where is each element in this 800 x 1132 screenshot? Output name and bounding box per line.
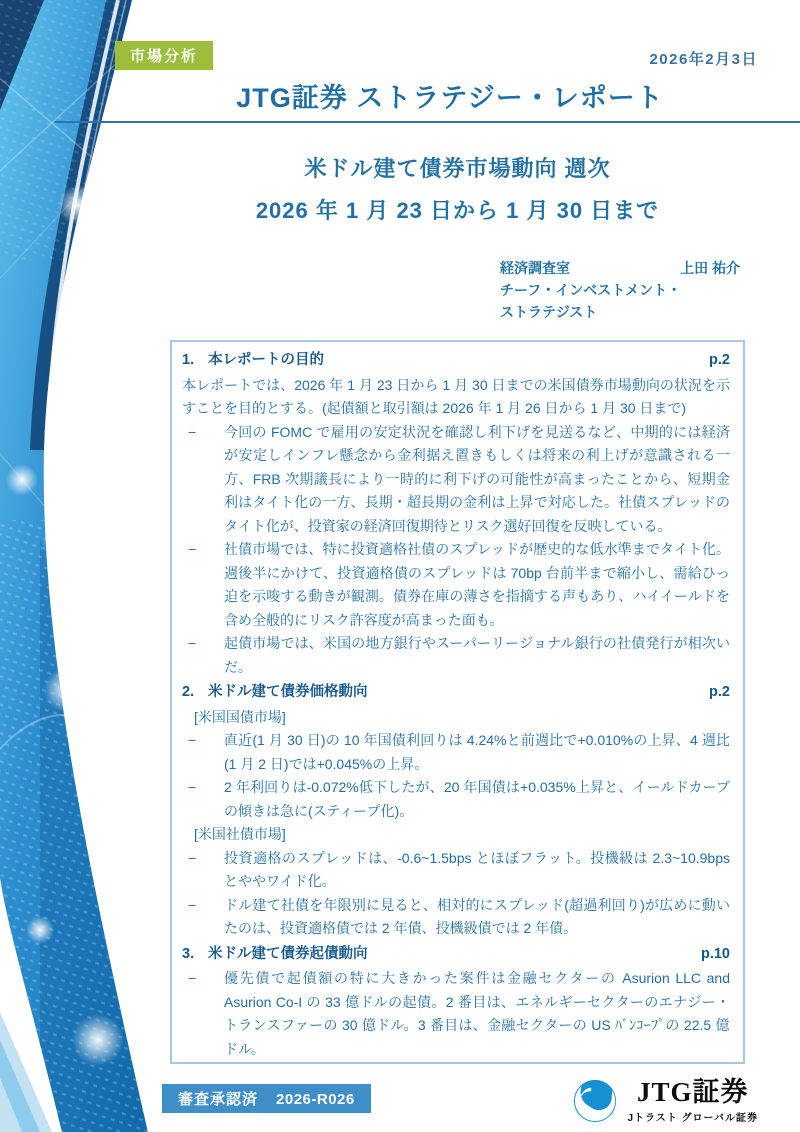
- bullet-text: 投資適格のスプレッドは、-0.6~1.5bps とほぼフラット。投機級は 2.3~10.9bps とややワイド化。: [224, 849, 730, 889]
- bullet-marker: −: [188, 970, 197, 986]
- bullet-item: [182, 1061, 730, 1064]
- bullet-item: [182, 729, 730, 776]
- bullet-marker: −: [188, 779, 197, 795]
- logo-company-name: JTG証券: [636, 1077, 749, 1107]
- section-heading: [182, 681, 730, 705]
- bullet-item: [182, 538, 730, 632]
- bullet-marker: −: [188, 896, 197, 913]
- bullet-text: 直近(1 月 30 日)の 10 年国債利回りは 4.24%と前週比で+0.010%の上昇、4 週比(1 月 2 日)では+0.045%の上昇。: [224, 732, 730, 772]
- bullet-item: [182, 421, 730, 539]
- author-role-line1: チーフ・インベストメント・: [500, 282, 682, 298]
- company-logo: [572, 1077, 758, 1124]
- approval-label: 審査承認済: [178, 1091, 259, 1108]
- bullet-marker: −: [188, 635, 197, 651]
- bullet-marker: [188, 1061, 196, 1064]
- section-heading: [182, 943, 730, 967]
- bullet-item: [182, 632, 730, 679]
- bullet-item: [182, 967, 730, 1061]
- logo-company-subname: Jトラスト グローバル証券: [627, 1113, 758, 1124]
- section-number: 3.: [182, 945, 195, 962]
- summary-box: [170, 340, 745, 1064]
- section-heading: [182, 349, 730, 373]
- bullet-item: [182, 776, 730, 823]
- header-divider: [55, 121, 800, 123]
- report-title-line2: 2026 年 1 月 23 日から 1 月 30 日まで: [255, 198, 660, 223]
- decorative-side-band: [0, 0, 160, 1132]
- bullet-text: 今回の FOMC で雇用の安定状況を確認し利下げを見送るなど、中期的には経済が安定しインフレ懸念から金利据え置きもしくは将来の利上げが意識される一方、FRB 次期議長により一時的に利下げの可能性が高まったことから、短期金利はタイト化の一方、長期・超長期の金利は上昇で対応した。社債スプレッドのタイト化が、投資家の経済回復期待とリスク選好回復を反映している。: [224, 423, 730, 534]
- bullet-text: ドル建て社債を年限別に見ると、相対的にスプレッド(超過利回り)が広めに動いたのは、投資適格債では 2 年債、投機級債では 2 年債。: [224, 896, 730, 936]
- bullet-marker: −: [188, 732, 197, 748]
- bullet-text: 2 年利回りは-0.072%低下したが、20 年国債は+0.035%上昇と、イールドカーブの傾きは急に(スティープ化)。: [224, 779, 730, 819]
- section-number: 1.: [182, 352, 195, 368]
- report-title-line1: 米ドル建て債券市場動向 週次: [304, 156, 611, 181]
- bullet-text: 起債市場では、米国の地方銀行やスーパーリージョナル銀行の社債発行が相次いだ。: [224, 635, 730, 675]
- bullet-item: [182, 894, 730, 941]
- report-date: 2026年2月3日: [649, 51, 758, 68]
- author-role-line2: ストラテジスト: [500, 304, 598, 320]
- author-department: 経済調査室: [500, 260, 570, 276]
- section-paragraph: 本レポートでは、2026 年 1 月 23 日から 1 月 30 日までの米国債券市場動向の状況を示すことを目的とする。(起債額と取引額は 2026 年 1 月 26 日から 1 月 30 日まで): [182, 376, 730, 416]
- section-title: 米ドル建て債券価格動向: [208, 684, 368, 700]
- section-page-ref: p.2: [709, 352, 730, 368]
- category-label: 市場分析: [115, 41, 213, 70]
- section-title: 米ドル建て債券起債動向: [208, 945, 368, 962]
- bullet-marker: −: [188, 541, 197, 557]
- approval-badge: [162, 1084, 371, 1113]
- section-number: 2.: [182, 684, 195, 700]
- section-page-ref: p.10: [700, 945, 730, 962]
- sub-section-label: [米国国債市場]: [194, 708, 286, 725]
- bullet-marker: −: [188, 423, 197, 440]
- author-name: 上田 祐介: [680, 260, 740, 276]
- bullet-item: [182, 847, 730, 894]
- approval-number: 2026-R026: [276, 1091, 355, 1108]
- bullet-text: 社債市場では、特に投資適格社債のスプレッドが歴史的な低水準までタイト化。週後半にかけて、投資適格債のスプレッドは 70bp 台前半まで縮小し、需給ひっ迫を示唆する動きが観測。債券在庫の薄さを指摘する声もあり、ハイイールドを含め全般的にリスク許容度が高まった面も。: [224, 541, 730, 628]
- section-title: 本レポートの目的: [208, 352, 324, 368]
- section-page-ref: p.2: [709, 684, 730, 700]
- bullet-text: 優先債で起債額の特に大きかった案件は金融セクターの Asurion LLC and Asurion Co-I の 33 億ドルの起債。2 番目は、エネルギーセクターのエナジー・トランスファーの 30 億ドル。3 番目は、金融セクターの US ﾊﾞﾝｺｰﾌﾟの 22.5 億ドル。: [224, 970, 730, 1057]
- report-title: [140, 148, 775, 232]
- sub-section-label: [米国社債市場]: [194, 826, 286, 842]
- bullet-marker: −: [188, 849, 197, 866]
- jtg-logo-icon: [572, 1078, 618, 1124]
- page-title: JTG証券 ストラテジー・レポート: [236, 83, 664, 113]
- toc-sections: [182, 349, 730, 1064]
- author-block: [500, 257, 750, 323]
